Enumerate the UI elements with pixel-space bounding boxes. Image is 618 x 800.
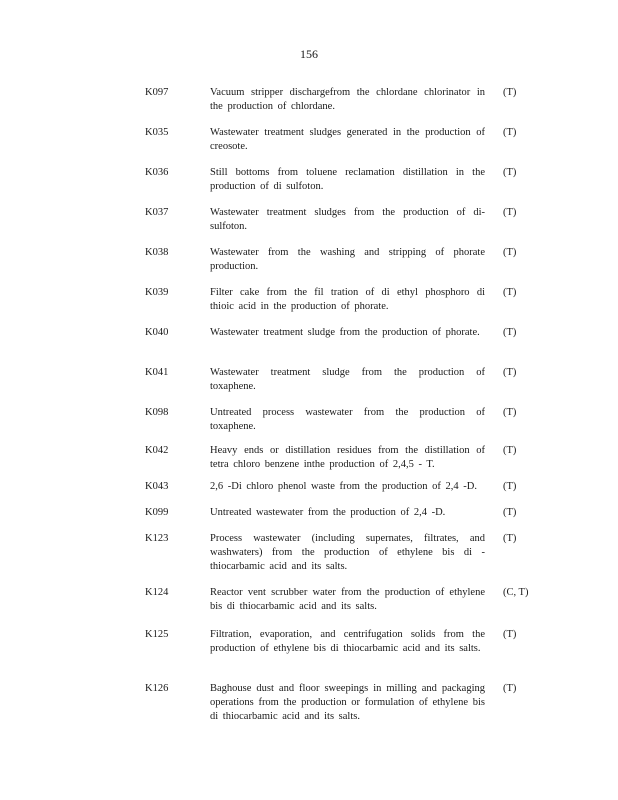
waste-description: Wastewater from the washing and stripping of phorate production. xyxy=(210,247,485,272)
waste-description: 2,6 -Di chloro phenol waste from the production of 2,4 -D. xyxy=(210,481,477,492)
hazard-code: (T) xyxy=(503,87,517,98)
waste-code: K126 xyxy=(145,683,169,694)
waste-code: K036 xyxy=(145,167,169,178)
hazard-code: (T) xyxy=(503,207,517,218)
waste-code: K037 xyxy=(145,207,169,218)
waste-code: K099 xyxy=(145,507,169,518)
waste-description: Process wastewater (including supernates, filtrates, and washwaters) from the production of ethylene bis di -thiocarbamic acid and its salts. xyxy=(210,533,485,572)
hazard-code: (C, T) xyxy=(503,587,529,598)
waste-description: Untreated process wastewater from the production of toxaphene. xyxy=(210,407,485,432)
waste-code: K035 xyxy=(145,127,169,138)
waste-code: K039 xyxy=(145,287,169,298)
waste-code: K041 xyxy=(145,367,169,378)
hazard-code: (T) xyxy=(503,367,517,378)
hazard-code: (T) xyxy=(503,683,517,694)
waste-description: Wastewater treatment sludges generated in the production of creosote. xyxy=(210,127,485,152)
waste-description: Wastewater treatment sludge from the production of phorate. xyxy=(210,327,480,338)
waste-entry-k125 xyxy=(0,628,618,682)
waste-entry-k037 xyxy=(0,206,618,246)
waste-entry-k038 xyxy=(0,246,618,286)
waste-description: Reactor vent scrubber water from the production of ethylene bis di thiocarbamic acid and its salts. xyxy=(210,587,485,612)
waste-entry-k043 xyxy=(0,480,618,506)
hazard-code: (T) xyxy=(503,287,517,298)
waste-code: K124 xyxy=(145,587,169,598)
waste-code: K043 xyxy=(145,481,169,492)
waste-code: K042 xyxy=(145,445,169,456)
waste-code: K038 xyxy=(145,247,169,258)
hazard-code: (T) xyxy=(503,407,517,418)
waste-description: Untreated wastewater from the production of 2,4 -D. xyxy=(210,507,446,518)
waste-description: Vacuum stripper dischargefrom the chlordane chlorinator in the production of chlordane. xyxy=(210,87,485,112)
waste-description: Wastewater treatment sludges from the production of di-sulfoton. xyxy=(210,207,485,232)
waste-description: Heavy ends or distillation residues from the distillation of tetra chloro benzene inthe production of 2,4,5 - T. xyxy=(210,445,485,470)
waste-description: Wastewater treatment sludge from the production of toxaphene. xyxy=(210,367,485,392)
waste-entry-k099 xyxy=(0,506,618,532)
waste-description: Still bottoms from toluene reclamation distillation in the production of di sulfoton. xyxy=(210,167,485,192)
waste-entry-k097 xyxy=(0,86,618,126)
hazard-code: (T) xyxy=(503,629,517,640)
waste-entry-k041 xyxy=(0,366,618,406)
hazard-code: (T) xyxy=(503,327,517,338)
waste-code: K098 xyxy=(145,407,169,418)
hazard-code: (T) xyxy=(503,445,517,456)
waste-entry-k124 xyxy=(0,586,618,628)
waste-entry-k123 xyxy=(0,532,618,586)
waste-description: Filtration, evaporation, and centrifugation solids from the production of ethylene bis di thiocarbamic acid and its salts. xyxy=(210,629,485,654)
hazard-code: (T) xyxy=(503,481,517,492)
waste-entry-k035 xyxy=(0,126,618,166)
waste-code-list xyxy=(0,86,618,726)
waste-code: K125 xyxy=(145,629,169,640)
waste-entry-k098 xyxy=(0,406,618,444)
waste-entry-k126 xyxy=(0,682,618,726)
waste-description: Baghouse dust and floor sweepings in milling and packaging operations from the production or formulation of ethylene bis di thiocarbamic acid and its salts. xyxy=(210,683,485,722)
hazard-code: (T) xyxy=(503,247,517,258)
waste-code: K040 xyxy=(145,327,169,338)
waste-entry-k040 xyxy=(0,326,618,366)
page-number: 156 xyxy=(300,47,318,61)
hazard-code: (T) xyxy=(503,507,517,518)
hazard-code: (T) xyxy=(503,533,517,544)
waste-code: K123 xyxy=(145,533,169,544)
hazard-code: (T) xyxy=(503,127,517,138)
waste-code: K097 xyxy=(145,87,169,98)
waste-description: Filter cake from the fil tration of di ethyl phosphoro di thioic acid in the production of phorate. xyxy=(210,287,485,312)
waste-entry-k042 xyxy=(0,444,618,480)
waste-entry-k036 xyxy=(0,166,618,206)
hazard-code: (T) xyxy=(503,167,517,178)
waste-entry-k039 xyxy=(0,286,618,326)
